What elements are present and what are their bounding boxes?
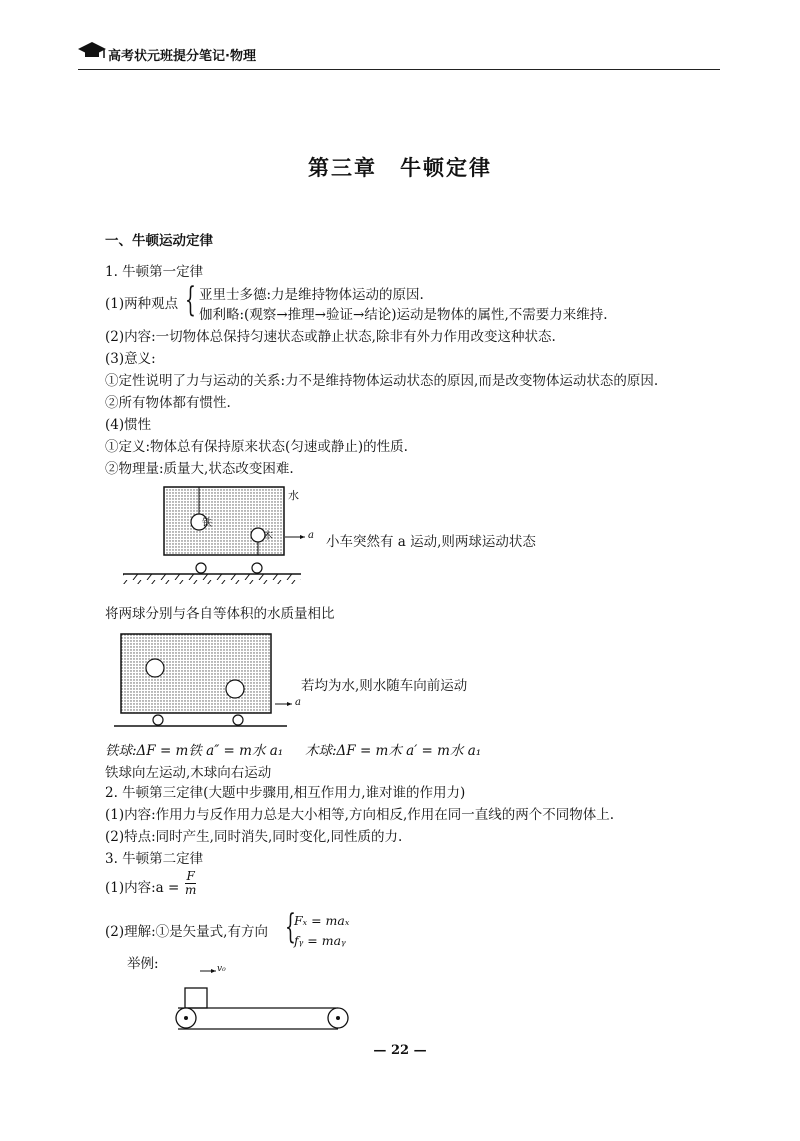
- result-text: 铁球向左运动,木球向右运动: [105, 765, 272, 781]
- wheel: [153, 715, 163, 725]
- example-label: 举例:: [127, 956, 159, 972]
- fraction-numerator: F: [186, 869, 195, 883]
- section-heading: 一、牛顿运动定律: [105, 233, 213, 249]
- law1-heading: 1. 牛顿第一定律: [105, 264, 204, 280]
- meaning-label: (3)意义:: [105, 351, 156, 367]
- water-tank: [164, 487, 284, 555]
- water-tank: [121, 634, 271, 713]
- law3-content: (1)内容:作用力与反作用力总是大小相等,方向相反,作用在同一直线的两个不同物体上.: [105, 807, 615, 823]
- meaning-2: ②所有物体都有惯性.: [105, 395, 231, 411]
- iron-equation: 铁球:ΔF = m铁 a″ = m水 a₁: [105, 743, 284, 759]
- header-rule: [78, 69, 720, 70]
- compare-text: 将两球分别与各自等体积的水质量相比: [105, 606, 335, 622]
- label-iron: 铁: [202, 518, 212, 529]
- water-ball: [146, 659, 164, 677]
- label-wood: 木: [263, 531, 273, 542]
- figure-cart-all-water: [112, 628, 302, 730]
- fig2-accel: a: [295, 697, 301, 708]
- v0-label: v₀: [217, 964, 226, 974]
- label-accel: a: [308, 530, 314, 541]
- chapter-title: 第三章 牛顿定律: [308, 155, 492, 180]
- inertia-1: ①定义:物体总有保持原来状态(匀速或静止)的性质.: [105, 439, 408, 455]
- vector-brace: {: [285, 907, 296, 947]
- meaning-1: ①定性说明了力与运动的关系:力不是维持物体运动状态的原因,而是改变物体运动状态的原因.: [105, 373, 659, 389]
- inertia-label: (4)惯性: [105, 417, 152, 433]
- view-aristotle: 亚里士多德:力是维持物体运动的原因.: [199, 287, 424, 303]
- header-title: 高考状元班提分笔记·物理: [108, 49, 256, 64]
- graduation-cap-icon: [76, 40, 108, 62]
- wood-equation: 木球:ΔF = m木 a′ = m水 a₁: [305, 743, 482, 759]
- law2-content-label: (1)内容:a =: [105, 880, 180, 896]
- fraction-denominator: m: [185, 883, 197, 897]
- views-label: (1)两种观点: [105, 296, 179, 312]
- law3-feature: (2)特点:同时产生,同时消失,同时变化,同性质的力.: [105, 829, 403, 845]
- wheel: [196, 563, 206, 573]
- fig1-caption: 小车突然有 a 运动,则两球运动状态: [326, 534, 536, 550]
- fig2-caption: 若均为水,则水随车向前运动: [301, 678, 468, 694]
- wheel: [233, 715, 243, 725]
- block: [185, 988, 207, 1008]
- view-galileo: 伽利略:(观察→推理→验证→结论)运动是物体的属性,不需要力来维持.: [199, 307, 608, 323]
- understand-label: (2)理解:①是矢量式,有方向: [105, 924, 268, 940]
- fx-equation: Fₓ = maₓ: [294, 913, 350, 928]
- page-number: — 22 —: [373, 1043, 427, 1058]
- water-ball: [226, 680, 244, 698]
- law2-heading: 3. 牛顿第二定律: [105, 851, 204, 867]
- figure-conveyor-belt: [168, 962, 358, 1037]
- wheel: [252, 563, 262, 573]
- fy-equation: fᵧ = maᵧ: [294, 933, 346, 948]
- label-water: 水: [288, 489, 299, 502]
- law3-heading: 2. 牛顿第三定律(大题中步骤用,相互作用力,谁对谁的作用力): [105, 785, 466, 801]
- views-brace: {: [185, 280, 196, 320]
- inertia-2: ②物理量:质量大,状态改变困难.: [105, 461, 294, 477]
- f-over-m-fraction: [185, 870, 196, 897]
- law1-content: (2)内容:一切物体总保持匀速状态或静止状态,除非有外力作用改变这种状态.: [105, 329, 556, 345]
